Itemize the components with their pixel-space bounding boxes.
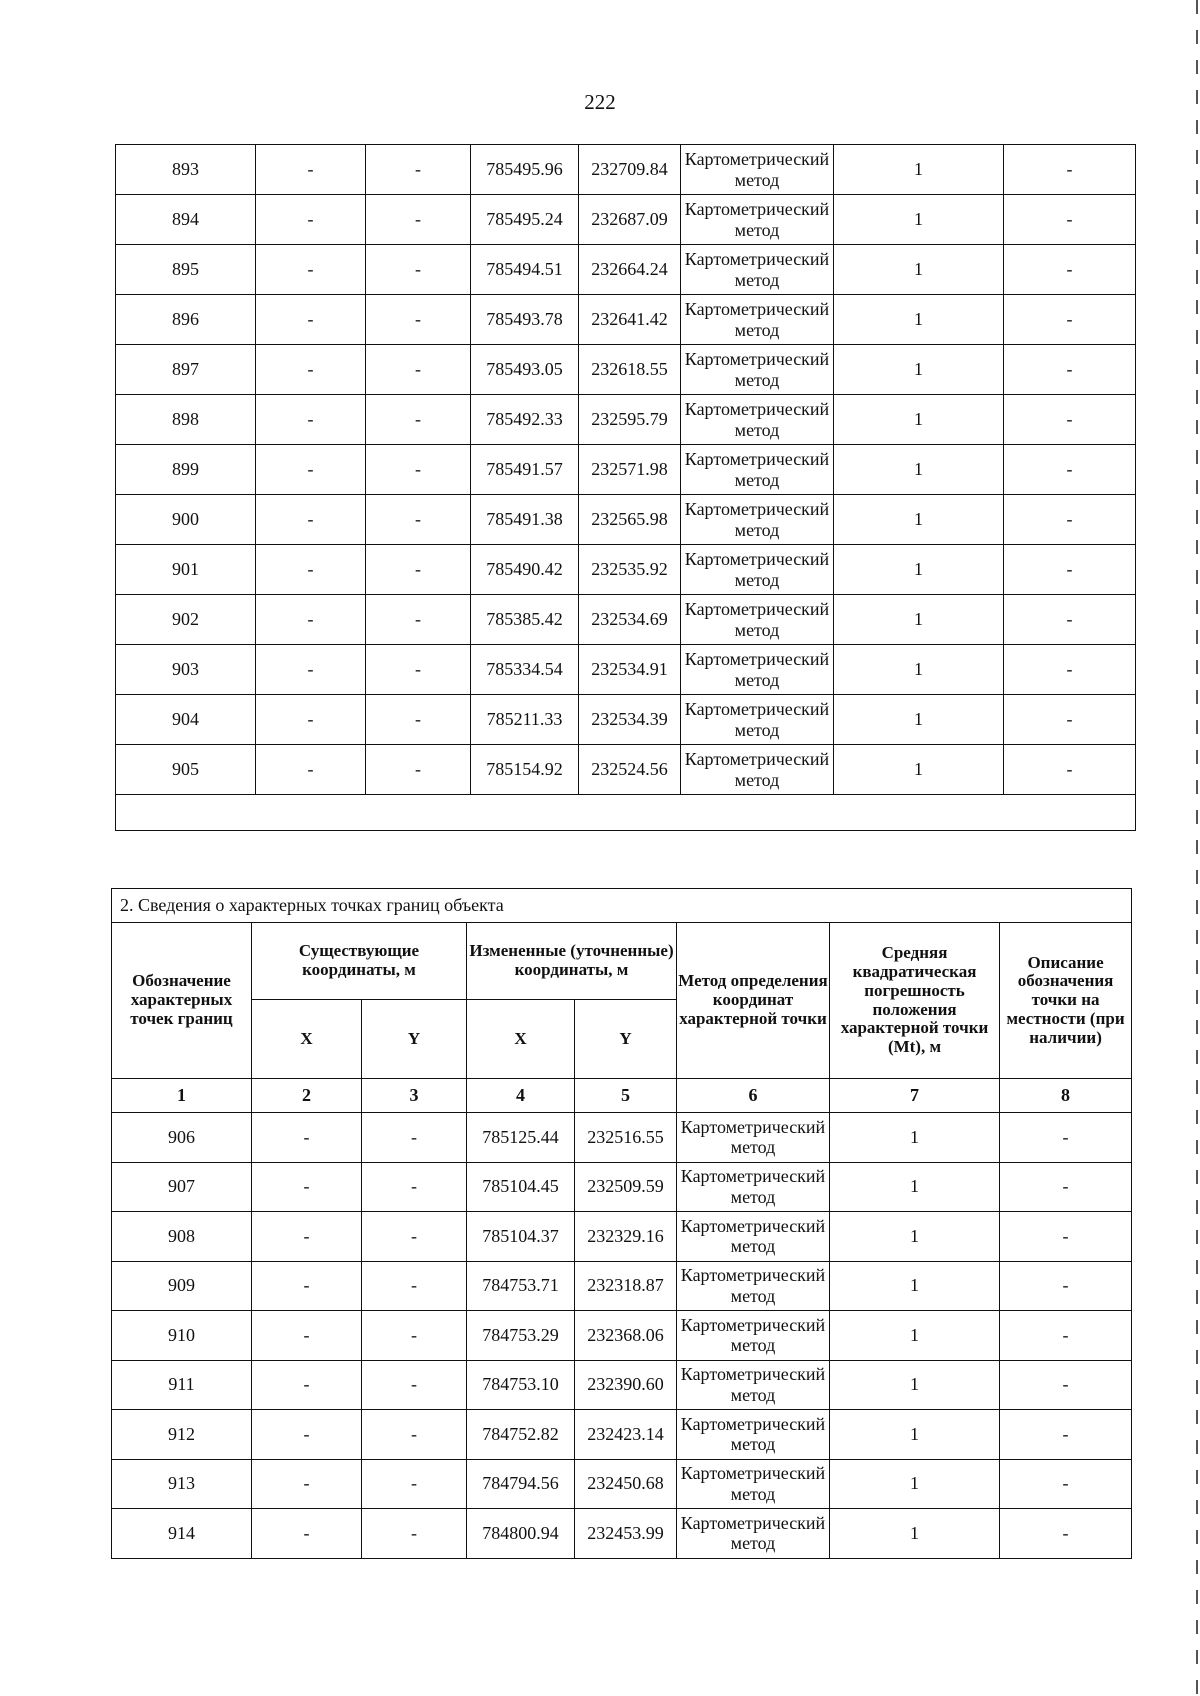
mt-cell: 1 xyxy=(830,1311,1000,1361)
description-cell: - xyxy=(1000,1261,1132,1311)
mt-cell: 1 xyxy=(834,545,1004,595)
point-id-cell: 905 xyxy=(116,745,256,795)
description-cell: - xyxy=(1000,1212,1132,1262)
point-id-cell: 900 xyxy=(116,495,256,545)
point-id-cell: 911 xyxy=(112,1360,252,1410)
mt-cell: 1 xyxy=(834,495,1004,545)
mt-cell: 1 xyxy=(834,145,1004,195)
header-existing-coordinates: Существующие координаты, м xyxy=(252,923,467,1000)
mt-cell: 1 xyxy=(830,1509,1000,1559)
changed-y-cell: 232571.98 xyxy=(579,445,681,495)
table-row xyxy=(116,195,1136,245)
changed-y-cell: 232534.69 xyxy=(579,595,681,645)
header-mt: Средняя квадратическая погрешность положения характерной точки (Mt), м xyxy=(830,923,1000,1079)
point-id-cell: 906 xyxy=(112,1113,252,1163)
point-id-cell: 895 xyxy=(116,245,256,295)
mt-cell: 1 xyxy=(830,1360,1000,1410)
changed-x-cell: 785125.44 xyxy=(467,1113,575,1163)
existing-y-cell: - xyxy=(366,345,471,395)
column-number: 1 xyxy=(112,1079,252,1113)
point-id-cell: 903 xyxy=(116,645,256,695)
table-row xyxy=(112,1212,1132,1262)
mt-cell: 1 xyxy=(830,1212,1000,1262)
point-id-cell: 913 xyxy=(112,1459,252,1509)
mt-cell: 1 xyxy=(834,645,1004,695)
description-cell: - xyxy=(1004,345,1136,395)
table-row xyxy=(116,345,1136,395)
table-row xyxy=(116,545,1136,595)
existing-y-cell: - xyxy=(362,1410,467,1460)
changed-y-cell: 232595.79 xyxy=(579,395,681,445)
existing-x-cell: - xyxy=(256,645,366,695)
existing-x-cell: - xyxy=(252,1360,362,1410)
point-id-cell: 894 xyxy=(116,195,256,245)
existing-x-cell: - xyxy=(256,495,366,545)
changed-x-cell: 784800.94 xyxy=(467,1509,575,1559)
method-cell: Картометрический метод xyxy=(681,495,834,545)
mt-cell: 1 xyxy=(834,195,1004,245)
changed-x-cell: 785104.45 xyxy=(467,1162,575,1212)
method-cell: Картометрический метод xyxy=(677,1459,830,1509)
table-row xyxy=(116,395,1136,445)
changed-x-cell: 784794.56 xyxy=(467,1459,575,1509)
existing-x-cell: - xyxy=(252,1261,362,1311)
method-cell: Картометрический метод xyxy=(677,1410,830,1460)
point-id-cell: 896 xyxy=(116,295,256,345)
table1-body xyxy=(116,145,1136,831)
point-id-cell: 909 xyxy=(112,1261,252,1311)
description-cell: - xyxy=(1000,1113,1132,1163)
changed-x-cell: 784753.10 xyxy=(467,1360,575,1410)
header-existing-x: X xyxy=(252,1000,362,1079)
changed-x-cell: 785104.37 xyxy=(467,1212,575,1262)
existing-x-cell: - xyxy=(256,295,366,345)
column-number: 8 xyxy=(1000,1079,1132,1113)
existing-x-cell: - xyxy=(252,1162,362,1212)
description-cell: - xyxy=(1000,1410,1132,1460)
description-cell: - xyxy=(1004,245,1136,295)
header-point-designation: Обозначение характерных точек границ xyxy=(112,923,252,1079)
table-row xyxy=(116,245,1136,295)
existing-y-cell: - xyxy=(366,545,471,595)
changed-y-cell: 232450.68 xyxy=(575,1459,677,1509)
changed-y-cell: 232318.87 xyxy=(575,1261,677,1311)
table-row xyxy=(116,745,1136,795)
table-row xyxy=(112,1360,1132,1410)
header-description: Описание обозначения точки на местности (при наличии) xyxy=(1000,923,1132,1079)
empty-cell xyxy=(116,795,1136,831)
table-row xyxy=(116,645,1136,695)
existing-y-cell: - xyxy=(362,1113,467,1163)
point-id-cell: 899 xyxy=(116,445,256,495)
description-cell: - xyxy=(1000,1509,1132,1559)
changed-y-cell: 232390.60 xyxy=(575,1360,677,1410)
method-cell: Картометрический метод xyxy=(681,545,834,595)
mt-cell: 1 xyxy=(830,1162,1000,1212)
header-changed-coordinates: Измененные (уточненные) координаты, м xyxy=(467,923,677,1000)
description-cell: - xyxy=(1004,545,1136,595)
description-cell: - xyxy=(1004,145,1136,195)
changed-x-cell: 785494.51 xyxy=(471,245,579,295)
existing-x-cell: - xyxy=(256,395,366,445)
changed-y-cell: 232368.06 xyxy=(575,1311,677,1361)
mt-cell: 1 xyxy=(834,245,1004,295)
mt-cell: 1 xyxy=(830,1261,1000,1311)
changed-y-cell: 232453.99 xyxy=(575,1509,677,1559)
description-cell: - xyxy=(1000,1162,1132,1212)
page-number: 222 xyxy=(584,90,616,114)
column-number: 6 xyxy=(677,1079,830,1113)
changed-x-cell: 784753.29 xyxy=(467,1311,575,1361)
column-number: 2 xyxy=(252,1079,362,1113)
changed-x-cell: 785385.42 xyxy=(471,595,579,645)
table-row xyxy=(116,595,1136,645)
description-cell: - xyxy=(1004,195,1136,245)
existing-x-cell: - xyxy=(256,745,366,795)
existing-y-cell: - xyxy=(366,245,471,295)
existing-x-cell: - xyxy=(256,195,366,245)
changed-y-cell: 232687.09 xyxy=(579,195,681,245)
mt-cell: 1 xyxy=(834,395,1004,445)
description-cell: - xyxy=(1000,1311,1132,1361)
changed-y-cell: 232509.59 xyxy=(575,1162,677,1212)
mt-cell: 1 xyxy=(830,1410,1000,1460)
changed-x-cell: 785491.57 xyxy=(471,445,579,495)
existing-y-cell: - xyxy=(366,195,471,245)
changed-x-cell: 785492.33 xyxy=(471,395,579,445)
changed-y-cell: 232534.91 xyxy=(579,645,681,695)
point-id-cell: 912 xyxy=(112,1410,252,1460)
point-id-cell: 897 xyxy=(116,345,256,395)
mt-cell: 1 xyxy=(834,295,1004,345)
existing-x-cell: - xyxy=(256,595,366,645)
point-id-cell: 901 xyxy=(116,545,256,595)
point-id-cell: 914 xyxy=(112,1509,252,1559)
existing-x-cell: - xyxy=(256,345,366,395)
existing-y-cell: - xyxy=(366,695,471,745)
changed-y-cell: 232516.55 xyxy=(575,1113,677,1163)
changed-y-cell: 232618.55 xyxy=(579,345,681,395)
empty-row xyxy=(116,795,1136,831)
changed-x-cell: 785490.42 xyxy=(471,545,579,595)
existing-y-cell: - xyxy=(362,1360,467,1410)
description-cell: - xyxy=(1000,1459,1132,1509)
description-cell: - xyxy=(1004,645,1136,695)
point-id-cell: 904 xyxy=(116,695,256,745)
existing-x-cell: - xyxy=(252,1459,362,1509)
description-cell: - xyxy=(1004,695,1136,745)
description-cell: - xyxy=(1004,395,1136,445)
method-cell: Картометрический метод xyxy=(677,1360,830,1410)
method-cell: Картометрический метод xyxy=(681,295,834,345)
point-id-cell: 908 xyxy=(112,1212,252,1262)
existing-x-cell: - xyxy=(256,145,366,195)
method-cell: Картометрический метод xyxy=(681,695,834,745)
point-id-cell: 902 xyxy=(116,595,256,645)
changed-x-cell: 785211.33 xyxy=(471,695,579,745)
changed-x-cell: 785493.78 xyxy=(471,295,579,345)
table-row xyxy=(112,1261,1132,1311)
table-row xyxy=(116,695,1136,745)
table-row xyxy=(116,445,1136,495)
table-row xyxy=(116,295,1136,345)
changed-x-cell: 785493.05 xyxy=(471,345,579,395)
mt-cell: 1 xyxy=(834,695,1004,745)
column-number: 3 xyxy=(362,1079,467,1113)
description-cell: - xyxy=(1004,445,1136,495)
existing-y-cell: - xyxy=(362,1509,467,1559)
table-row xyxy=(112,1162,1132,1212)
changed-y-cell: 232565.98 xyxy=(579,495,681,545)
method-cell: Картометрический метод xyxy=(677,1311,830,1361)
column-number: 7 xyxy=(830,1079,1000,1113)
description-cell: - xyxy=(1004,495,1136,545)
changed-x-cell: 785154.92 xyxy=(471,745,579,795)
changed-x-cell: 785334.54 xyxy=(471,645,579,695)
existing-x-cell: - xyxy=(252,1212,362,1262)
mt-cell: 1 xyxy=(830,1113,1000,1163)
boundary-points-table-continued xyxy=(115,144,1136,831)
changed-x-cell: 785491.38 xyxy=(471,495,579,545)
changed-y-cell: 232535.92 xyxy=(579,545,681,595)
changed-y-cell: 232641.42 xyxy=(579,295,681,345)
existing-x-cell: - xyxy=(256,545,366,595)
existing-y-cell: - xyxy=(366,645,471,695)
table-row xyxy=(112,1410,1132,1460)
existing-y-cell: - xyxy=(366,145,471,195)
header-existing-y: Y xyxy=(362,1000,467,1079)
table-row xyxy=(112,1311,1132,1361)
table-row xyxy=(112,1113,1132,1163)
changed-y-cell: 232524.56 xyxy=(579,745,681,795)
table2-body xyxy=(112,1113,1132,1559)
method-cell: Картометрический метод xyxy=(677,1509,830,1559)
changed-y-cell: 232664.24 xyxy=(579,245,681,295)
mt-cell: 1 xyxy=(834,595,1004,645)
scan-edge-line xyxy=(1196,0,1198,1696)
existing-x-cell: - xyxy=(252,1113,362,1163)
mt-cell: 1 xyxy=(834,445,1004,495)
changed-x-cell: 785495.24 xyxy=(471,195,579,245)
method-cell: Картометрический метод xyxy=(677,1212,830,1262)
existing-y-cell: - xyxy=(366,595,471,645)
changed-x-cell: 784752.82 xyxy=(467,1410,575,1460)
changed-y-cell: 232709.84 xyxy=(579,145,681,195)
point-id-cell: 907 xyxy=(112,1162,252,1212)
column-number: 5 xyxy=(575,1079,677,1113)
existing-x-cell: - xyxy=(256,245,366,295)
method-cell: Картометрический метод xyxy=(677,1113,830,1163)
existing-y-cell: - xyxy=(362,1212,467,1262)
boundary-points-table xyxy=(111,888,1132,1559)
existing-y-cell: - xyxy=(366,745,471,795)
point-id-cell: 910 xyxy=(112,1311,252,1361)
description-cell: - xyxy=(1004,595,1136,645)
existing-x-cell: - xyxy=(252,1509,362,1559)
existing-y-cell: - xyxy=(362,1311,467,1361)
description-cell: - xyxy=(1004,295,1136,345)
method-cell: Картометрический метод xyxy=(681,245,834,295)
changed-x-cell: 785495.96 xyxy=(471,145,579,195)
method-cell: Картометрический метод xyxy=(677,1162,830,1212)
existing-y-cell: - xyxy=(366,295,471,345)
description-cell: - xyxy=(1004,745,1136,795)
method-cell: Картометрический метод xyxy=(681,395,834,445)
existing-y-cell: - xyxy=(366,445,471,495)
existing-x-cell: - xyxy=(252,1311,362,1361)
header-method: Метод определения координат характерной точки xyxy=(677,923,830,1079)
description-cell: - xyxy=(1000,1360,1132,1410)
existing-y-cell: - xyxy=(366,495,471,545)
method-cell: Картометрический метод xyxy=(681,195,834,245)
mt-cell: 1 xyxy=(830,1459,1000,1509)
existing-x-cell: - xyxy=(256,695,366,745)
existing-y-cell: - xyxy=(362,1261,467,1311)
method-cell: Картометрический метод xyxy=(681,345,834,395)
point-id-cell: 893 xyxy=(116,145,256,195)
changed-y-cell: 232423.14 xyxy=(575,1410,677,1460)
point-id-cell: 898 xyxy=(116,395,256,445)
method-cell: Картометрический метод xyxy=(681,445,834,495)
table-row xyxy=(112,1509,1132,1559)
existing-x-cell: - xyxy=(256,445,366,495)
changed-y-cell: 232534.39 xyxy=(579,695,681,745)
method-cell: Картометрический метод xyxy=(681,595,834,645)
header-changed-x: X xyxy=(467,1000,575,1079)
changed-y-cell: 232329.16 xyxy=(575,1212,677,1262)
method-cell: Картометрический метод xyxy=(681,645,834,695)
method-cell: Картометрический метод xyxy=(677,1261,830,1311)
mt-cell: 1 xyxy=(834,345,1004,395)
column-number: 4 xyxy=(467,1079,575,1113)
table-row xyxy=(116,145,1136,195)
method-cell: Картометрический метод xyxy=(681,745,834,795)
existing-y-cell: - xyxy=(362,1162,467,1212)
header-changed-y: Y xyxy=(575,1000,677,1079)
table-row xyxy=(112,1459,1132,1509)
table-row xyxy=(116,495,1136,545)
mt-cell: 1 xyxy=(834,745,1004,795)
changed-x-cell: 784753.71 xyxy=(467,1261,575,1311)
existing-x-cell: - xyxy=(252,1410,362,1460)
existing-y-cell: - xyxy=(362,1459,467,1509)
existing-y-cell: - xyxy=(366,395,471,445)
method-cell: Картометрический метод xyxy=(681,145,834,195)
table-caption: 2. Сведения о характерных точках границ объекта xyxy=(112,889,1132,923)
